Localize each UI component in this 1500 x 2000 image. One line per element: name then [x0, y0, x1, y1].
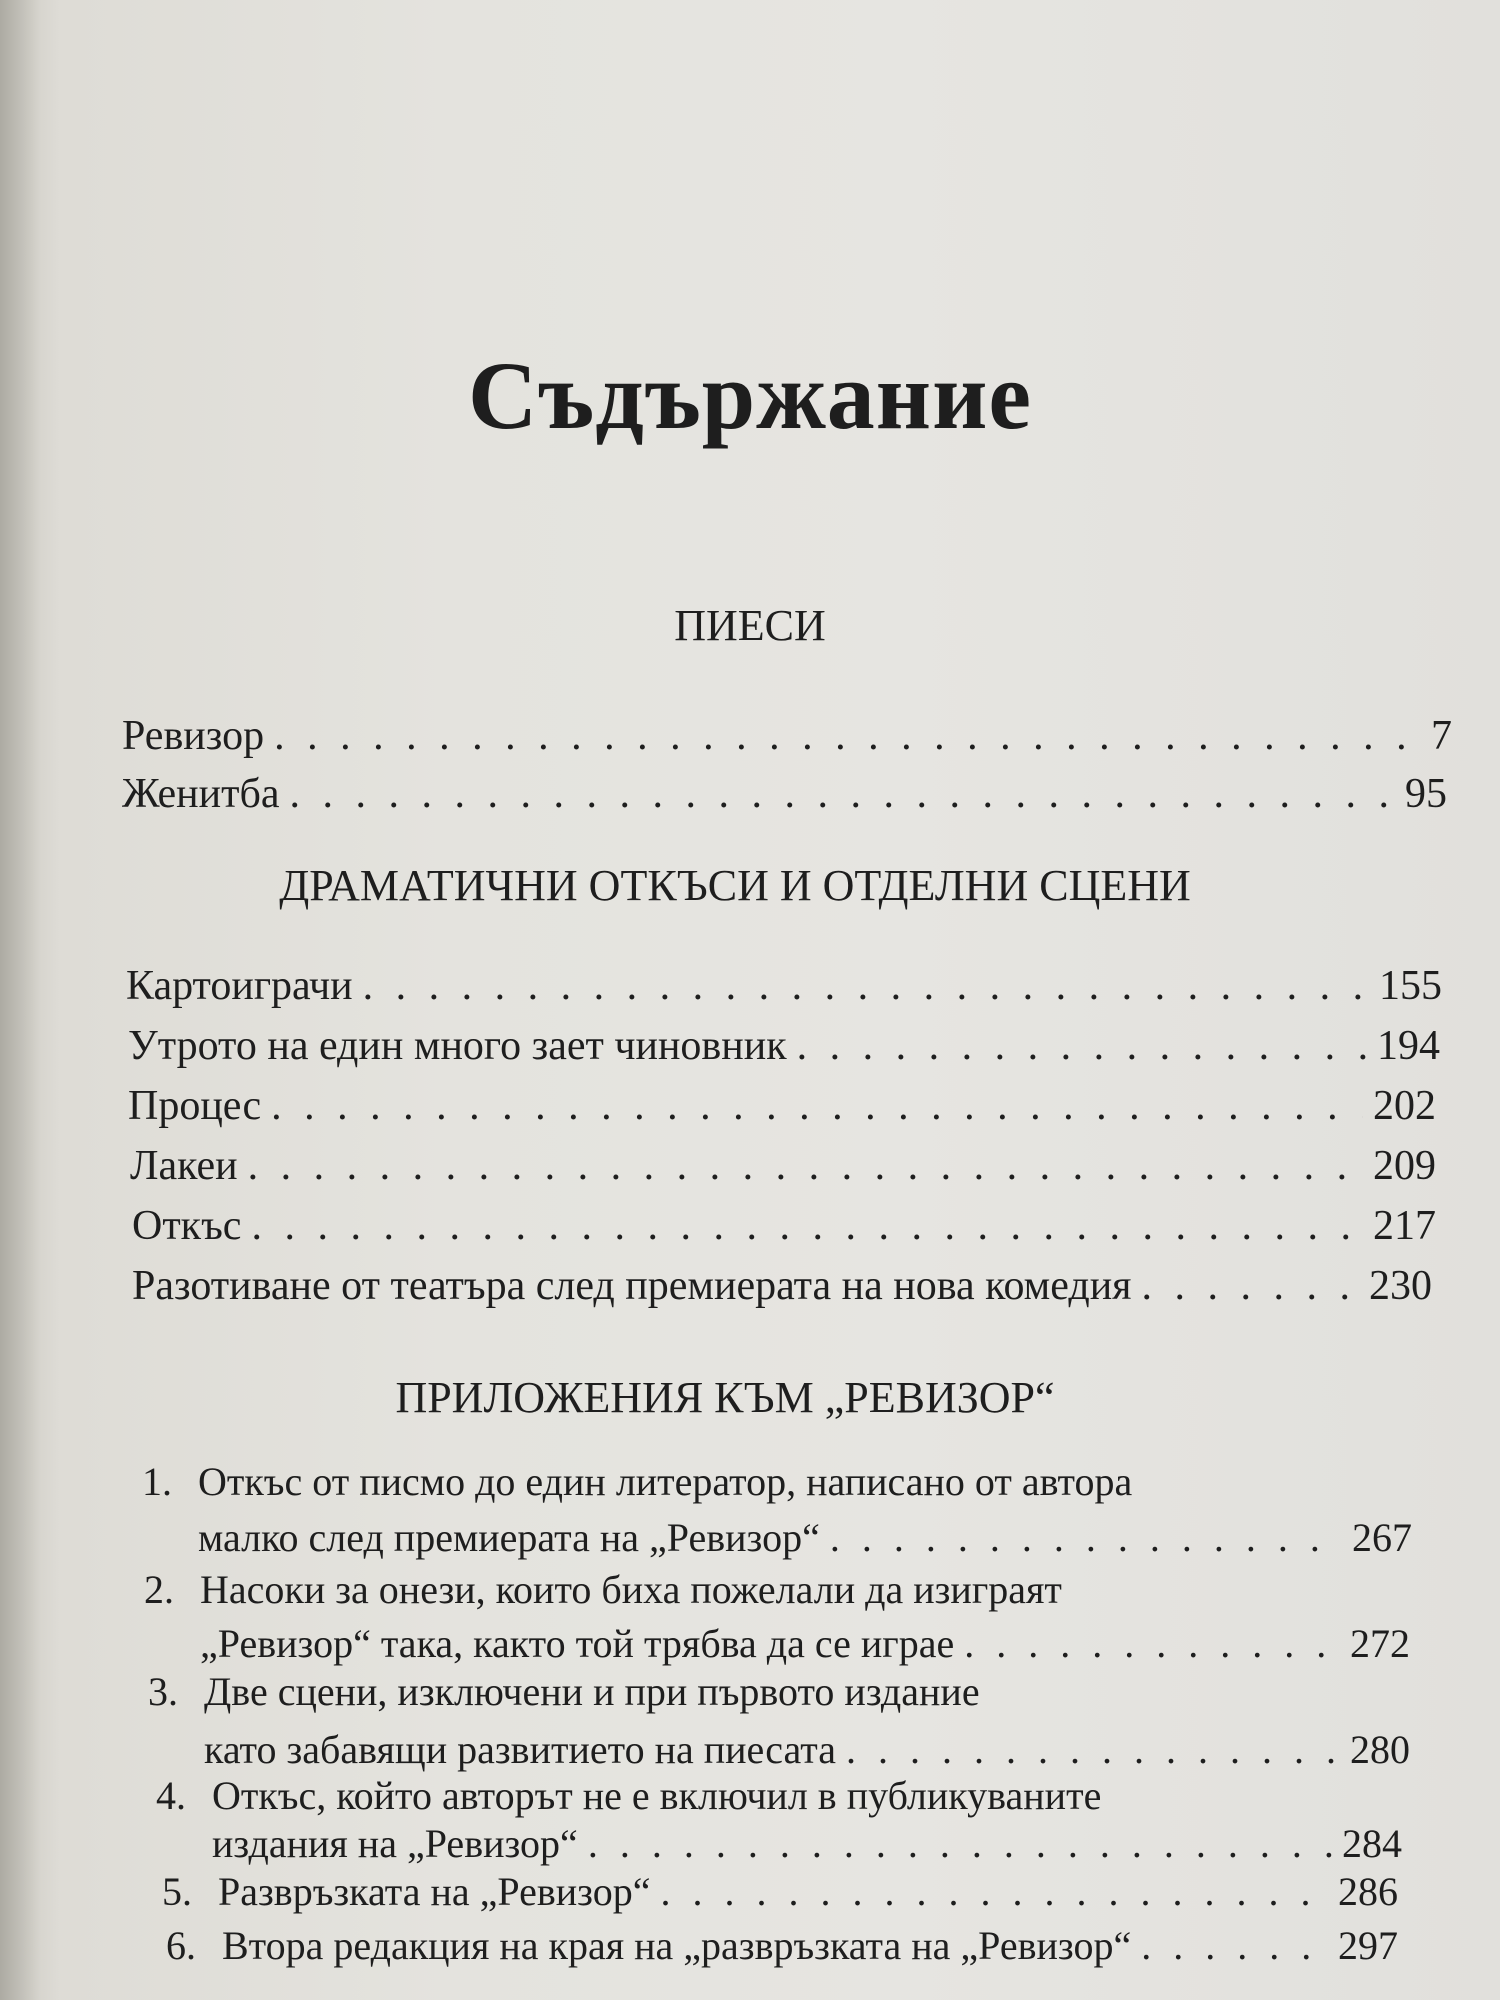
toc-entry-label: Картоиграчи [126, 963, 353, 1009]
toc-entry-label: Женитба [122, 771, 280, 817]
appendix-entry [162, 1868, 1432, 1918]
appendix-second-line [204, 1726, 1410, 1773]
dot-leader [1141, 1922, 1328, 1969]
appendix-first-line: Две сцени, изключени и при първото издание [204, 1669, 980, 1714]
appendix-second-text: издания на „Ревизор“ [212, 1821, 578, 1866]
appendix-page: 272 [1350, 1621, 1410, 1666]
appendix-first-line: Откъс от писмо до един литератор, написано от автора [198, 1459, 1133, 1504]
toc-entry [126, 962, 1442, 1010]
appendix-entry [166, 1922, 1436, 1972]
appendix-second-line [222, 1922, 1398, 1969]
dot-leader [271, 1082, 1363, 1130]
dot-leader [588, 1820, 1332, 1867]
section-heading-dramatic-excerpts: ДРАМАТИЧНИ ОТКЪСИ И ОТДЕЛНИ СЦЕНИ [279, 861, 1191, 910]
appendix-number: 1. [142, 1459, 172, 1504]
appendix-page: 297 [1338, 1923, 1398, 1968]
dot-leader [797, 1022, 1367, 1070]
toc-entry [130, 1142, 1436, 1190]
dot-leader [660, 1868, 1328, 1915]
section-heading-plays: ПИЕСИ [674, 601, 826, 650]
appendix-number: 2. [144, 1567, 174, 1612]
appendix-second-text: като забавящи развитието на пиесата [204, 1727, 836, 1772]
appendix-second-line [200, 1620, 1410, 1667]
section-heading-appendices: ПРИЛОЖЕНИЯ КЪМ „РЕВИЗОР“ [395, 1373, 1055, 1422]
appendix-page: 267 [1352, 1515, 1412, 1560]
appendix-second-text: „Ревизор“ така, както той трябва да се играе [200, 1621, 955, 1666]
appendix-first-line: Насоки за онези, които биха пожелали да изиграят [200, 1567, 1062, 1612]
appendix-second-text: малко след премиерата на „Ревизор“ [198, 1515, 820, 1560]
toc-entry [122, 712, 1452, 760]
toc-entry [128, 1022, 1440, 1070]
appendix-number: 3. [148, 1669, 178, 1714]
dot-leader [1142, 1262, 1360, 1310]
toc-entry-label: Ревизор [122, 713, 265, 759]
toc-entry [128, 1082, 1436, 1130]
toc-entry-label: Лакеи [130, 1143, 238, 1189]
appendix-number: 4. [156, 1773, 186, 1818]
appendix-second-line [212, 1820, 1402, 1867]
page-title: Съдържание [467, 342, 1033, 449]
toc-entry-page: 155 [1379, 963, 1442, 1009]
dot-leader [964, 1620, 1340, 1667]
appendix-first-line: Откъс, който авторът не е включил в публикуваните [212, 1773, 1102, 1818]
toc-entry-page: 7 [1431, 713, 1452, 759]
dot-leader [251, 1202, 1363, 1250]
appendix-number: 6. [166, 1923, 196, 1968]
toc-entry [132, 1262, 1432, 1310]
toc-entry-page: 202 [1373, 1083, 1436, 1129]
appendix-entry [144, 1566, 1414, 1676]
appendix-second-line [198, 1514, 1412, 1561]
dot-leader [830, 1514, 1342, 1561]
page-spine-shadow [0, 0, 40, 2000]
appendix-second-line [218, 1868, 1398, 1915]
toc-entry-page: 95 [1405, 771, 1447, 817]
toc-entry [122, 770, 1447, 818]
toc-entry [132, 1202, 1436, 1250]
appendix-entry [142, 1458, 1412, 1568]
toc-entry-page: 230 [1369, 1263, 1432, 1309]
toc-entry-label: Откъс [132, 1203, 242, 1249]
appendix-entry [156, 1772, 1426, 1872]
toc-entry-label: Утрото на един много зает чиновник [128, 1023, 787, 1069]
appendix-page: 280 [1350, 1727, 1410, 1772]
dot-leader [248, 1142, 1363, 1190]
appendix-page: 284 [1342, 1821, 1402, 1866]
toc-entry-page: 194 [1377, 1023, 1440, 1069]
dot-leader [289, 770, 1395, 818]
dot-leader [363, 962, 1369, 1010]
appendix-second-text: Развръзката на „Ревизор“ [218, 1869, 651, 1914]
appendix-number: 5. [162, 1869, 192, 1914]
dot-leader [274, 712, 1421, 760]
appendix-entry [148, 1668, 1418, 1778]
toc-entry-label: Процес [128, 1083, 262, 1129]
dot-leader [846, 1726, 1340, 1773]
toc-entry-page: 217 [1373, 1203, 1436, 1249]
toc-entry-page: 209 [1373, 1143, 1436, 1189]
appendix-second-text: Втора редакция на края на „развръзката на „Ревизор“ [222, 1923, 1132, 1968]
toc-entry-label: Разотиване от театъра след премиерата на нова комедия [132, 1263, 1132, 1309]
appendix-page: 286 [1338, 1869, 1398, 1914]
